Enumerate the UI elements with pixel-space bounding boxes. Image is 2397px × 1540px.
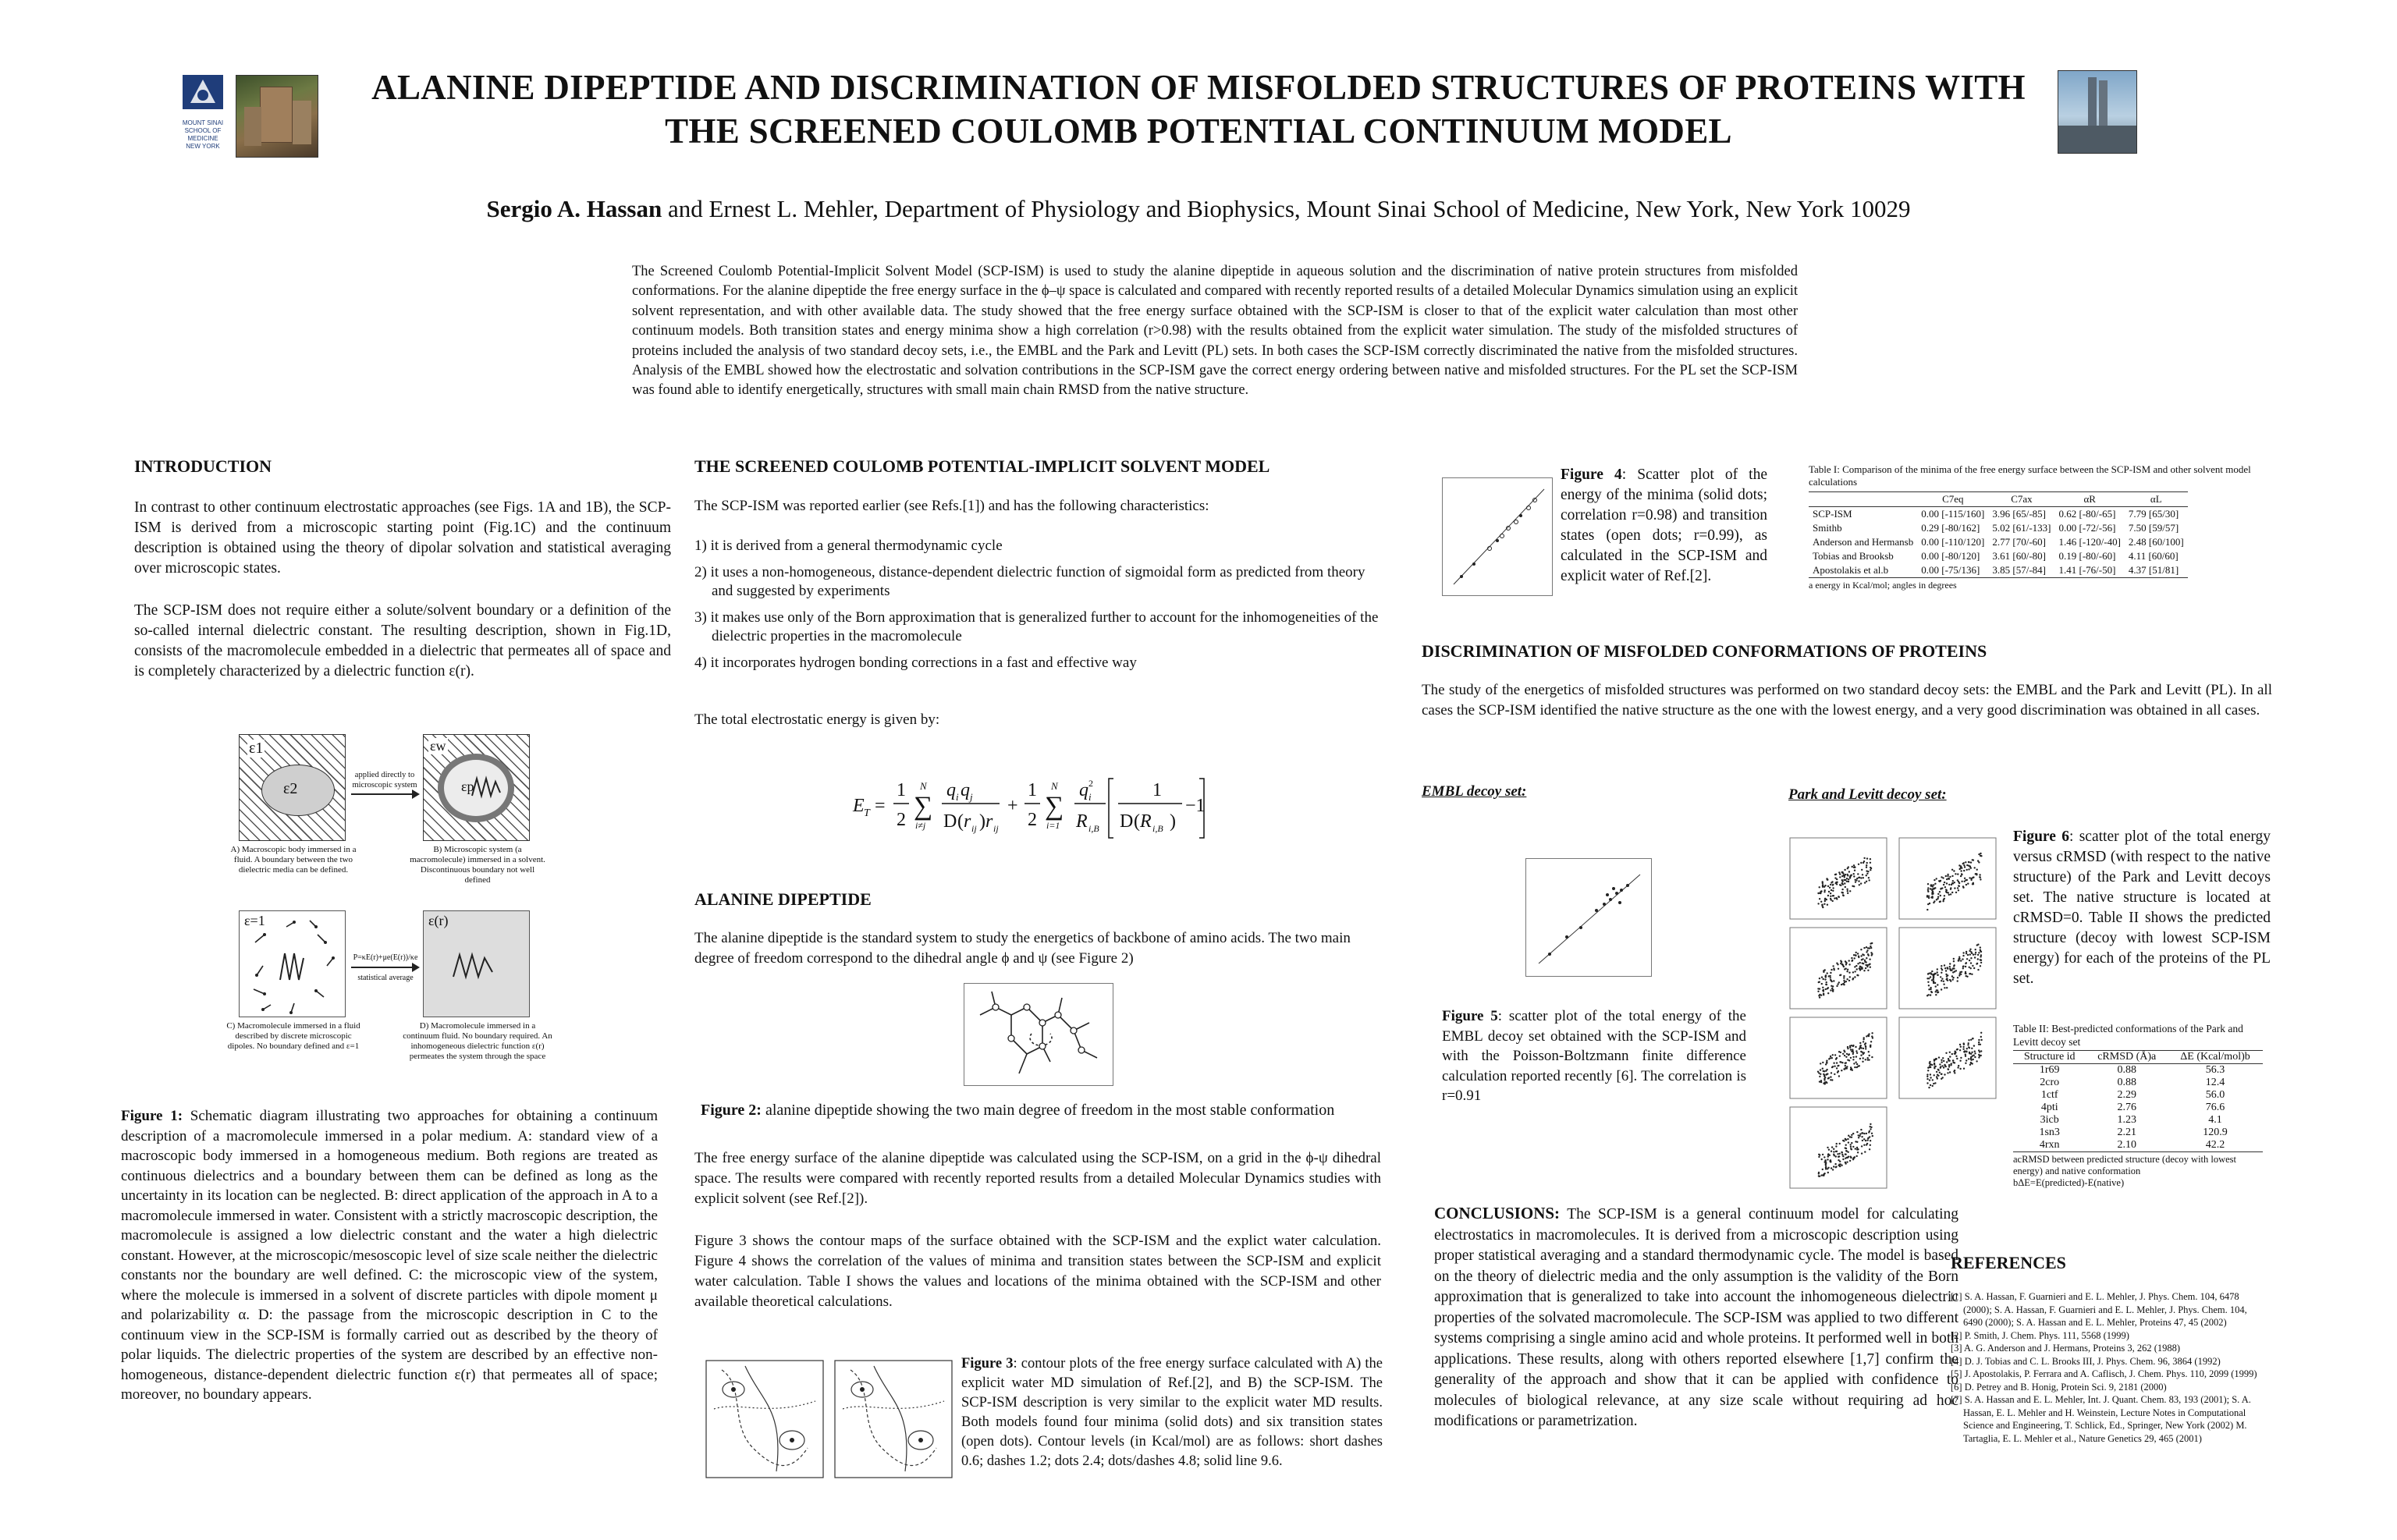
fig1-eps1: ε1 [249, 740, 264, 757]
table2-cell: 2.29 [2117, 1089, 2136, 1101]
intro-paragraph-1: In contrast to other continuum electrostatic approaches (see Figs. 1A and 1B), the SCP-ISM is derived from a microscopic starting point (Fig.1C) and the continuum description is obtained using the theory of dipolar solvation and statistical averaging over microscopic states. [134, 499, 671, 577]
reference-item: [5] J. Apostolakis, P. Ferrara and A. Caflisch, J. Chem. Phys. 110, 2099 (1999) [1951, 1368, 2257, 1379]
table-1 [1809, 463, 2277, 591]
svg-text:1: 1 [897, 780, 906, 800]
reference-item: [2] P. Smith, J. Chem. Phys. 111, 5568 (1999) [1951, 1329, 2129, 1341]
figure-1-caption [121, 1106, 658, 1405]
table2-cell: 2.10 [2117, 1139, 2136, 1151]
table2-cell: 0.88 [2117, 1064, 2136, 1076]
figure-6-caption [2013, 827, 2271, 989]
table1-header [1809, 492, 1917, 507]
logo-line-1: MOUNT SINAI [182, 119, 224, 126]
figure-5-caption [1442, 1006, 1746, 1106]
table-row [2013, 1139, 2263, 1152]
svg-text:(: ( [1134, 811, 1140, 832]
contour-plot-figure [698, 1354, 956, 1487]
fig4-label: Figure 4 [1561, 467, 1622, 483]
lead-author: Sergio A. Hassan [486, 195, 662, 222]
svg-text:q: q [1079, 780, 1088, 800]
fig4-scatter-plot [1443, 478, 1552, 595]
fig1-arrow-label-2: P=κE(r)+μe(E(r))/κe [353, 953, 418, 962]
table1-cell: 0.00 [-110/120] [1921, 536, 1985, 548]
references-list [1951, 1290, 2263, 1445]
table2-footnote-1: acRMSD between predicted structure (decoy with lowest energy) and native conformation [2013, 1154, 2237, 1176]
svg-text:D: D [943, 811, 957, 832]
fig4-caption-text: : Scatter plot of the energy of the minima (solid dots; correlation r=0.98) and transition states (open dots; r=0.99), as calculated in the SCP-ISM and explicit water of Ref.[2]. [1561, 467, 1767, 584]
poster-title [0, 66, 2397, 153]
table2-cell: 4pti [2040, 1102, 2058, 1113]
svg-text:N: N [920, 780, 927, 792]
table1-cell: 7.79 [65/30] [2128, 508, 2179, 520]
svg-text:1: 1 [1152, 780, 1162, 800]
park-levitt-heading: Park and Levitt decoy set: [1788, 786, 1947, 803]
svg-text:T: T [864, 807, 870, 819]
scp-heading: THE SCREENED COULOMB POTENTIAL-IMPLICIT SOLVENT MODEL [694, 456, 1270, 476]
figure-1-diagram [226, 729, 554, 1065]
fig3-caption-text: : contour plots of the free energy surface calculated with A) the explicit water MD simulation of Ref.[2], and B) the SCP-ISM. The SCP-ISM description is very similar to the explicit water MD results. Both models found four minima (solid dots) and six transition states (open dots). Contour levels (in Kcal/mol) are as follows: short dashes 0.6; dashes 1.2; dots 2.4; dots/dashes 4.8; solid line 9.6. [961, 1356, 1383, 1469]
figure-6-scatter-grid [1787, 835, 1998, 1194]
table1-cell: 1.41 [-76/-50] [2058, 564, 2116, 576]
alanine-paragraph-2: The free energy surface of the alanine dipeptide was calculated using the SCP-ISM, on a grid in the ϕ-ψ dihedral space. The results were compared with recently reported results from a detailed Molecular Dynamics studies with explicit solvent (see Ref.[2]). [694, 1150, 1381, 1207]
table1-cell: Anderson and Hermansb [1813, 536, 1914, 548]
table-row [1809, 507, 2188, 522]
table-row [1809, 549, 2188, 563]
alanine-paragraph-1: The alanine dipeptide is the standard system to study the energetics of backbone of amino acids. The two main degree of freedom correspond to the dihedral angle ϕ and ψ (see Figure 2) [694, 930, 1351, 967]
reference-item: [4] D. J. Tobias and C. L. Brooks III, J. Phys. Chem. 96, 3864 (1992) [1951, 1355, 2221, 1367]
table2-cell: 4.1 [2208, 1114, 2222, 1126]
fig1-caption-b: B) Microscopic system (a macromolecule) immersed in a solvent. Discontinuous boundary not well defined [410, 845, 545, 885]
fig6-panel [1790, 1017, 1887, 1098]
reference-item: [1] S. A. Hassan, F. Guarnieri and E. L. Mehler, J. Phys. Chem. 104, 6478 (2000); S. A. Hassan, F. Guarnieri and E. L. Mehler, J. Phys. Chem. 104, 6490 (2000); S. A. Hassan and E. L. Mehler, Proteins 47, 45 (2002) [1951, 1291, 2247, 1328]
table2-caption: Table II: Best-predicted conformations of the Park and Levitt decoy set [2013, 1023, 2243, 1048]
abstract: The Screened Coulomb Potential-Implicit Solvent Model (SCP-ISM) is used to study the alanine dipeptide in aqueous solution and the discrimination of native protein structures from misfolded conformations. For the alanine dipeptide the free energy surface in the ϕ–ψ space is calculated and compared with recently reported results of a detailed Molecular Dynamics simulation using an explicit solvent representation, and with other available data. The study showed that the free energy surface obtained with the SCP-ISM is closer to that of the explicit water calculation than most other continuum models. Both transition states and energy minima show a high correlation (r>0.98) with the results obtained from the explicit water simulation. The study of the misfolded structures of proteins included the analysis of two standard decoy sets, i.e., the EMBL and the Park and Levitt (PL) sets. In both cases the SCP-ISM correctly discriminated the native from the misfolded structures. Analysis of the EMBL showed how the electrostatic and solvation contributions in the SCP-ISM gave the correct energy ordering between native and misfolded structures. For the PL set the SCP-ISM was found able to identify energetically, structures with small main chain RMSD from the native structure. [632, 264, 1798, 399]
fig6-panel [1899, 1017, 1996, 1098]
discrimination-paragraph: The study of the energetics of misfolded structures was performed on two standard decoy sets: the EMBL and the Park and Levitt (PL). In all cases the SCP-ISM identified the native structure as the one with the lowest energy, and a very good discrimination was obtained in all cases. [1422, 682, 2272, 719]
scp-item-2: 2) it uses a non-homogeneous, distance-dependent dielectric function of sigmoidal form as predicted from theory and suggested by experiments [694, 564, 1365, 599]
svg-text:j: j [970, 791, 973, 803]
svg-text:): ) [979, 811, 985, 832]
table2-header: ΔE (Kcal/mol)b [2180, 1051, 2250, 1063]
fig6-caption-text: : scatter plot of the total energy versus cRMSD (with respect to the native structure) of the Park and Levitt decoys set. The native structure is located at cRMSD=0. Table II shows the predicted structure (decoy with lowest SCP-ISM energy) for each of the proteins of the PL set. [2013, 829, 2271, 987]
figure-3-contours [698, 1354, 956, 1487]
table-row [2013, 1114, 2263, 1127]
svg-text:q: q [961, 780, 970, 800]
fig1-caption-a: A) Macroscopic body immersed in a fluid. A boundary between the two dielectric media can be defined. [230, 845, 357, 875]
scp-item-4: 4) it incorporates hydrogen bonding corrections in a fast and effective way [694, 655, 1137, 671]
fig1-arrow-1 [351, 793, 417, 795]
table1-cell: Tobias and Brooksb [1813, 550, 1894, 562]
table2-cell: 1r69 [2039, 1064, 2060, 1076]
fig6-scatter-panels [1787, 835, 1998, 1194]
table2-cell: 42.2 [2205, 1139, 2225, 1151]
dipoles-icon [240, 911, 345, 1017]
svg-text:ij: ij [971, 823, 977, 834]
fig1-eps2: ε2 [283, 780, 298, 797]
table1-cell: 3.96 [65/-85] [1992, 508, 2046, 520]
svg-text:=: = [875, 796, 886, 816]
svg-text:i: i [956, 791, 959, 803]
table1-cell: 7.50 [59/57] [2128, 522, 2179, 534]
table1-header: αL [2150, 493, 2162, 505]
table1-header: C7eq [1942, 493, 1964, 505]
svg-text:E: E [853, 796, 865, 816]
table1-cell: 4.11 [60/60] [2128, 550, 2179, 562]
table1-cell: 1.46 [-120/-40] [2058, 536, 2121, 548]
fig6-panel [1790, 838, 1887, 919]
svg-text:1: 1 [1028, 780, 1037, 800]
energy-equation [847, 763, 1206, 849]
table1-cell: 5.02 [61/-133] [1992, 522, 2051, 534]
table-row [2013, 1127, 2263, 1139]
figure-2-molecule [964, 983, 1113, 1086]
fig6-panel [1790, 928, 1887, 1009]
table2-cell: 120.9 [2203, 1127, 2228, 1138]
fig1-epsp: εp [461, 779, 474, 794]
scp-intro: The SCP-ISM was reported earlier (see Refs.[1]) and has the following characteristics: [694, 498, 1209, 514]
svg-text:R: R [1140, 811, 1152, 832]
svg-text:D: D [1120, 811, 1134, 832]
fig1-panel-a [239, 734, 346, 841]
fig5-scatter-plot [1526, 859, 1651, 976]
reference-item: [3] A. G. Anderson and J. Hermans, Proteins 3, 262 (1988) [1951, 1343, 2181, 1354]
table2-cell: 2.21 [2117, 1127, 2136, 1138]
table2-cell: 1ctf [2040, 1089, 2058, 1101]
table1-cell: 0.62 [-80/-65] [2058, 508, 2116, 520]
svg-text:i,B: i,B [1152, 823, 1163, 834]
svg-text:2: 2 [1088, 778, 1093, 789]
logo-line-3: MEDICINE [187, 135, 218, 142]
svg-text:+: + [1007, 796, 1018, 816]
fig1-epsw: εw [430, 738, 446, 754]
table1-cell: Apostolakis et al.b [1813, 564, 1889, 576]
table2-footnote-2: bΔE=E(predicted)-E(native) [2013, 1177, 2125, 1188]
fig1-arrow-label-2b: statistical average [357, 974, 414, 982]
svg-text:N: N [1051, 780, 1058, 792]
table1-cell: 0.29 [-80/162] [1921, 522, 1980, 534]
dipeptide-structure-icon [964, 984, 1113, 1085]
fig1-eps-one: ε=1 [244, 913, 265, 928]
table1-caption: Table I: Comparison of the minima of the free energy surface between the SCP-ISM and other solvent model calculations [1809, 463, 2251, 488]
fig1-arrow-label-1: applied directly to microscopic system [352, 771, 417, 790]
table2-cell: 12.4 [2205, 1077, 2225, 1088]
fig6-panel [1790, 1107, 1887, 1188]
table-row [1809, 563, 2188, 578]
fig1-caption-c: C) Macromolecule immersed in a fluid described by discrete microscopic dipoles. No boundary defined and ε=1 [226, 1021, 360, 1051]
intro-heading: INTRODUCTION [134, 456, 272, 476]
figure-2-caption [701, 1100, 1380, 1120]
table2-cell: 2.76 [2117, 1102, 2136, 1113]
fig5-label: Figure 5 [1442, 1008, 1498, 1024]
svg-text:∑: ∑ [1045, 792, 1064, 821]
svg-text:i,B: i,B [1088, 823, 1099, 834]
fig1-panel-d [423, 910, 530, 1017]
fig3-label: Figure 3 [961, 1356, 1014, 1371]
table2-cell: 0.88 [2117, 1077, 2136, 1088]
svg-text:2: 2 [897, 810, 906, 830]
table1-header: C7ax [2011, 493, 2033, 505]
table1-cell: SCP-ISM [1813, 508, 1852, 520]
references-heading: REFERENCES [1951, 1253, 2066, 1272]
svg-text:−1: −1 [1185, 796, 1206, 816]
figure-3-caption [961, 1354, 1383, 1471]
conclusions-label: CONCLUSIONS: [1434, 1204, 1561, 1222]
table-2 [2013, 1022, 2263, 1189]
title-line-2: THE SCREENED COULOMB POTENTIAL CONTINUUM MODEL [665, 112, 1732, 151]
table2-cell: 56.0 [2205, 1089, 2225, 1101]
table1-cell: 2.48 [60/100] [2128, 536, 2184, 548]
table1-cell: 2.77 [70/-60] [1992, 536, 2046, 548]
scp-item-3: 3) it makes use only of the Born approximation that is generalized further to account for the inhomogeneities of the dielectric properties in the macromolecule [694, 609, 1379, 644]
table1-cell: 0.00 [-115/160] [1921, 508, 1985, 520]
table1-footnote: a energy in Kcal/mol; angles in degrees [1809, 580, 1957, 591]
table1-cell: Smithb [1813, 522, 1842, 534]
table2-cell: 4rxn [2039, 1139, 2060, 1151]
figure-5-scatter [1525, 858, 1652, 977]
embl-heading: EMBL decoy set: [1422, 783, 1527, 800]
table1-cell: 3.85 [57/-84] [1992, 564, 2046, 576]
table2-header-row [2013, 1051, 2263, 1064]
discrimination-heading: DISCRIMINATION OF MISFOLDED CONFORMATIONS OF PROTEINS [1422, 641, 1987, 661]
fig1-arrow-2 [351, 967, 417, 968]
fig6-panel [1899, 838, 1996, 919]
svg-text:i=1: i=1 [1046, 820, 1060, 831]
table1-cell: 3.61 [60/-80] [1992, 550, 2046, 562]
table1-cell: 0.00 [-75/136] [1921, 564, 1980, 576]
svg-text:): ) [1170, 811, 1176, 832]
table2-grid [2013, 1050, 2263, 1152]
energy-intro: The total electrostatic energy is given by: [694, 711, 940, 728]
reference-item: [6] D. Petrey and B. Honig, Protein Sci. 9, 2181 (2000) [1951, 1381, 2167, 1393]
table1-cell: 0.00 [-80/120] [1921, 550, 1980, 562]
table1-header: αR [2083, 493, 2096, 505]
table2-cell: 2cro [2040, 1077, 2060, 1088]
protein-continuum-icon [450, 950, 497, 981]
svg-text:i≠j: i≠j [915, 820, 926, 831]
fig6-label: Figure 6 [2013, 829, 2069, 845]
svg-text:R: R [1076, 811, 1088, 832]
table2-cell: 3icb [2040, 1114, 2059, 1126]
table2-cell: 1sn3 [2039, 1127, 2060, 1138]
table1-cell: 0.00 [-72/-56] [2058, 522, 2116, 534]
table1-grid [1809, 491, 2188, 578]
table2-header: Structure id [2023, 1051, 2076, 1063]
logo-line-2: SCHOOL OF [184, 127, 222, 134]
table2-cell: 76.6 [2205, 1102, 2225, 1113]
table2-cell: 1.23 [2117, 1114, 2136, 1126]
fig1-eps-r: ε(r) [428, 913, 449, 928]
table-row [1809, 535, 2188, 549]
table2-cell: 56.3 [2205, 1064, 2225, 1076]
equation-figure [847, 763, 1206, 849]
fig2-label: Figure 2: [701, 1102, 762, 1119]
svg-text:i: i [1088, 791, 1092, 803]
svg-text:2: 2 [1028, 810, 1037, 830]
fig1-caption-d: D) Macromolecule immersed in a continuum fluid. No boundary required. An inhomogeneous dielectric function ε(r) permeates the system through the space [403, 1021, 552, 1061]
table1-header-row [1809, 492, 2188, 507]
logo-line-4: NEW YORK [186, 143, 220, 150]
svg-text:q: q [946, 780, 956, 800]
table-row [1809, 521, 2188, 535]
svg-text:r: r [985, 811, 993, 832]
fig1-caption-text: Schematic diagram illustrating two approaches for obtaining a continuum description of a macromolecule immersed in a polar medium. A: standard view of a macroscopic body immersed in a homogeneous medium. Both regions are treated as continuous dielectrics and a boundary between them can be defined as long as the uncertainty in its location can be neglected. B: direct application of the approach in A to a macromolecule immersed in water. Consistent with a strictly macroscopic description, the macromolecule is assigned a low dielectric constant and the water a high dielectric constant. However, at the microscopic/mesoscopic level of size scale neither the dielectric constants nor the boundary are well defined. C: the microscopic view of the system, where the molecule is immersed in a solvent of discrete particles with dipole moment μ and polarizability α. D: the passage from the microscopic description in C to the continuum view in the SCP-ISM is formally carried out as described by the theory of polar liquids. The dielectric properties of the system are described by an effective non-homogeneous, distance-dependent dielectric function ε(r) that permeates all of space; moreover, no boundary appears. [121, 1108, 658, 1403]
fig1-panel-b [423, 734, 530, 841]
table1-cell: 4.37 [51/81] [2128, 564, 2179, 576]
svg-text:(: ( [957, 811, 964, 832]
alanine-heading: ALANINE DIPEPTIDE [694, 889, 872, 909]
table2-header: cRMSD (Å)a [2097, 1051, 2157, 1063]
table-row [2013, 1064, 2263, 1077]
scp-characteristics-list [694, 537, 1381, 680]
protein-squiggle-icon [471, 775, 502, 799]
alanine-paragraph-3: Figure 3 shows the contour maps of the surface obtained with the SCP-ISM and the explict water calculation. Figure 4 shows the correlation of the values of minima and transition states between the SCP-ISM and explicit water calculation. Table I shows the values and locations of the minima obtained with the SCP-ISM and other available theoretical calculations. [694, 1233, 1381, 1310]
table-row [2013, 1102, 2263, 1114]
fig5-caption-text: : scatter plot of the total energy of the EMBL decoy set obtained with the SCP-ISM and with the Poisson-Boltzmann finite difference calculation reported recently [6]. The correlation is r=0.91 [1442, 1008, 1746, 1104]
conclusions [1434, 1203, 1958, 1432]
svg-text:r: r [964, 811, 971, 832]
scp-item-1: 1) it is derived from a general thermodynamic cycle [694, 538, 1003, 554]
figure-4-caption [1561, 465, 1767, 587]
fig1-panel-c [239, 910, 346, 1017]
figure-4-scatter [1442, 477, 1553, 596]
table-row [2013, 1089, 2263, 1102]
intro-paragraph-2: The SCP-ISM does not require either a solute/solvent boundary or a definition of the so-called internal dielectric constant. The resulting description, shown in Fig.1D, consists of the macromolecule embedded in a dielectric that permeates all of space and is completely characterized by a dielectric function ε(r). [134, 602, 671, 680]
conclusions-text: The SCP-ISM is a general continuum model for calculating electrostatics in macromolecules. It is derived from a microscopic description using proper statistical averaging and a standard thermodynamic cycle. The model is based on the theory of dielectric media and the only assumption is the validity of the Born approximation that is generalized to take into account the inhomogeneous dielectric properties of the solvated macromolecule. The SCP-ISM was applied to two different systems comprising a single amino acid and whole proteins. It performed well in both applications. These results, along with others reported elsewhere [1,7] confirm the generality of the approach and show that it can be applied with confidence to molecules of biological relevance, at any size scale without requiring ad hoc modifications or parametrization. [1434, 1206, 1958, 1429]
fig1-label: Figure 1: [121, 1108, 183, 1124]
title-line-1: ALANINE DIPEPTIDE AND DISCRIMINATION OF MISFOLDED STRUCTURES OF PROTEINS WITH [371, 68, 2026, 107]
table-row [2013, 1077, 2263, 1089]
table1-cell: 0.19 [-80/-60] [2058, 550, 2116, 562]
fig2-caption-text: alanine dipeptide showing the two main degree of freedom in the most stable conformation [761, 1102, 1335, 1119]
svg-text:∑: ∑ [914, 792, 933, 821]
fig6-panel [1899, 928, 1996, 1009]
reference-item: [7] S. A. Hassan and E. L. Mehler, Int. J. Quant. Chem. 83, 193 (2001); S. A. Hassan, E. L. Mehler and H. Weinstein, Lecture Notes in Computational Science and Engineering, T. Schlick, Ed., Springer, New York (2002) M. Tartaglia, E. L. Mehler et al., Nature Genetics 29, 465 (2001) [1951, 1394, 2251, 1444]
author-affiliation: and Ernest L. Mehler, Department of Physiology and Biophysics, Mount Sinai School of Medicine, New York, New York 10029 [662, 195, 1911, 222]
authors [0, 195, 2397, 223]
svg-text:ij: ij [993, 823, 999, 834]
